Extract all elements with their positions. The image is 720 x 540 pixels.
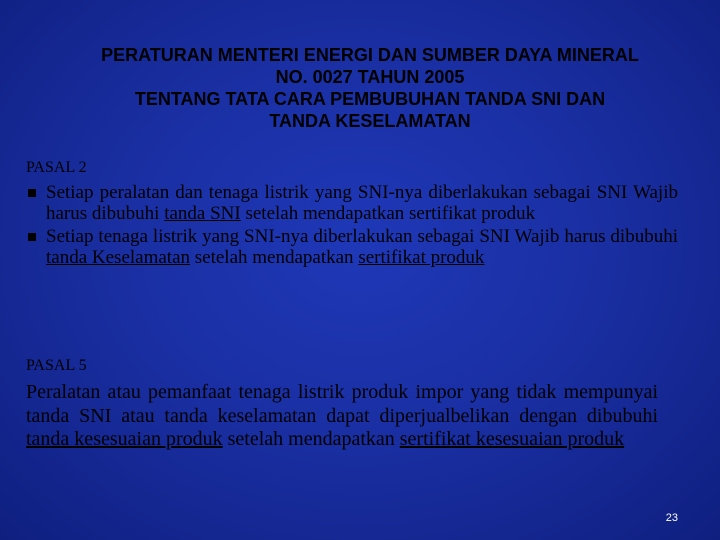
- bullet-2-underlined-term: tanda Keselamatan: [46, 247, 191, 268]
- bullet-1-underlined-term: tanda SNI: [164, 203, 241, 224]
- bullet-2-underlined-term-2: sertifikat produk: [358, 247, 485, 268]
- bullet-1-text-a: Setiap peralatan dan tenaga listrik yang SNI-nya diberlakukan sebagai SNI Wajib harus dibubuhi: [46, 182, 678, 224]
- bullet-2-text-a: Setiap tenaga listrik yang SNI-nya diberlakukan sebagai SNI Wajib harus dibubuhi: [46, 226, 678, 247]
- title-line-2: NO. 0027 TAHUN 2005: [275, 67, 465, 87]
- pasal-2-bullet-list: [26, 182, 678, 270]
- slide-title: [40, 44, 700, 132]
- pasal-5-paragraph: [26, 381, 658, 452]
- bullet-item-2: [26, 226, 678, 268]
- pasal-5-text-a: Peralatan atau pemanfaat tenaga listrik produk impor yang tidak mempunyai tanda SNI atau tanda keselamatan dapat diperjualbelikan dengan dibubuhi: [26, 381, 658, 427]
- pasal-5-heading: PASAL 5: [26, 357, 87, 374]
- title-line-3: TENTANG TATA CARA PEMBUBUHAN TANDA SNI DAN: [134, 89, 606, 109]
- title-line-1: PERATURAN MENTERI ENERGI DAN SUMBER DAYA MINERAL: [101, 45, 639, 65]
- pasal-5-underlined-term-2: sertifikat kesesuaian produk: [399, 428, 625, 450]
- pasal-5-underlined-term: tanda kesesuaian produk: [26, 428, 223, 450]
- pasal-5-text-b: setelah mendapatkan: [222, 428, 400, 450]
- square-bullet-icon: [28, 233, 36, 241]
- page-number: 23: [665, 512, 678, 524]
- bullet-item-1: [26, 182, 678, 224]
- title-line-4: TANDA KESELAMATAN: [269, 111, 471, 131]
- bullet-1-text-b: setelah mendapatkan sertifikat produk: [240, 203, 536, 224]
- pasal-2-heading: PASAL 2: [26, 159, 87, 176]
- square-bullet-icon: [28, 189, 36, 197]
- bullet-2-text-b: setelah mendapatkan: [190, 247, 359, 268]
